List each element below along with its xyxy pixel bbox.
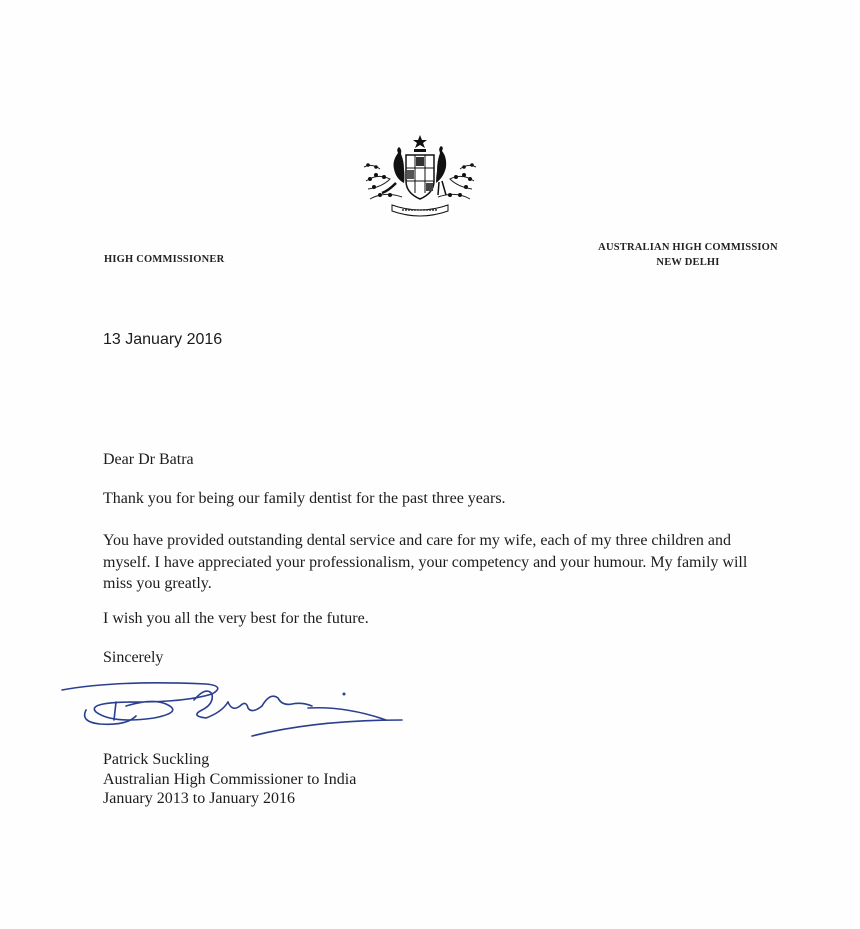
signer-tenure: January 2013 to January 2016 bbox=[103, 790, 295, 807]
letterhead-right-line2: NEW DELHI bbox=[656, 257, 720, 268]
paragraph-3: I wish you all the very best for the future. bbox=[103, 610, 369, 627]
salutation: Dear Dr Batra bbox=[103, 451, 194, 468]
letterhead-right-line1: AUSTRALIAN HIGH COMMISSION bbox=[598, 242, 778, 253]
coat-of-arms-icon bbox=[358, 133, 482, 225]
paragraph-1: Thank you for being our family dentist for the past three years. bbox=[103, 490, 506, 507]
signer-block bbox=[103, 750, 356, 809]
closing: Sincerely bbox=[103, 649, 164, 666]
letterhead-left-title: HIGH COMMISSIONER bbox=[104, 254, 225, 265]
paragraph-2: You have provided outstanding dental service and care for my wife, each of my three children and myself. I have appreciated your professionalism, your competency and your humour. My family will miss you greatly. bbox=[103, 532, 748, 592]
letter-date: 13 January 2016 bbox=[103, 331, 223, 348]
signer-name: Patrick Suckling bbox=[103, 751, 210, 768]
signature-icon bbox=[56, 672, 408, 752]
signer-title: Australian High Commissioner to India bbox=[103, 770, 357, 788]
letterhead-right-title bbox=[585, 240, 791, 270]
